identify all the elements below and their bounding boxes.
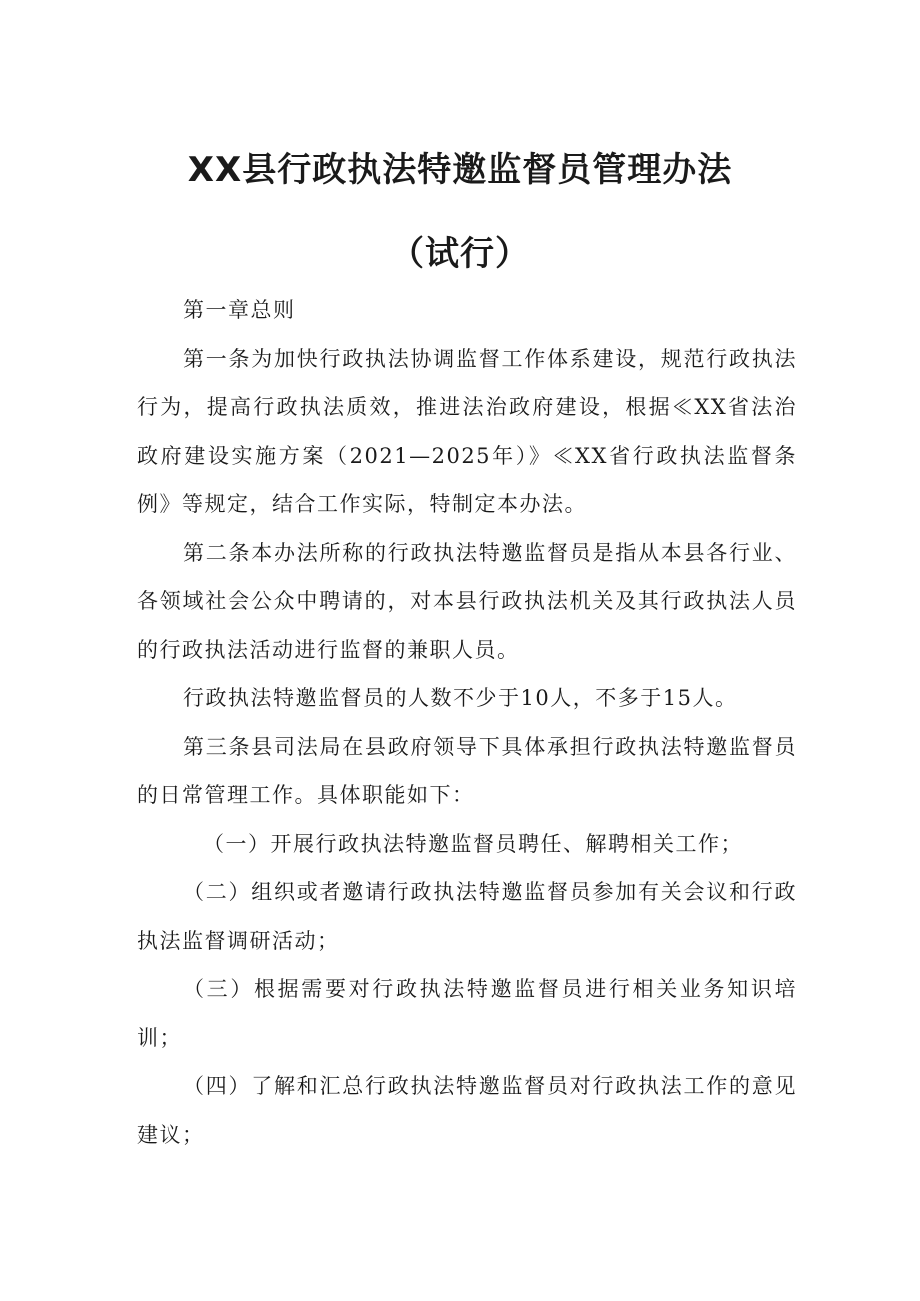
chapter-heading: 第一章总则 — [183, 298, 296, 322]
document-title: XX县行政执法特邀监督员管理办法 — [187, 150, 733, 190]
article-3-item-1: （一）开展行政执法特邀监督员聘任、解聘相关工作； — [203, 831, 743, 856]
document-body — [137, 286, 797, 1159]
article-3: 第三条县司法局在县政府领导下具体承担行政执法特邀监督员的日常管理工作。具体职能如下： — [137, 734, 797, 807]
article-3-item-3: （三）根据需要对行政执法特邀监督员进行相关业务知识培训； — [137, 977, 797, 1050]
article-2-quota: 行政执法特邀监督员的人数不少于10人，不多于15人。 — [183, 686, 738, 710]
article-1: 第一条为加快行政执法协调监督工作体系建设，规范行政执法行为，提高行政执法质效，推进法治政府建设，根据≪XX省法治政府建设实施方案（2021—2025年）》≪XX省行政执法监督条例》等规定，结合工作实际，特制定本办法。 — [137, 346, 797, 516]
document-subtitle: （试行） — [390, 234, 530, 274]
article-2: 第二条本办法所称的行政执法特邀监督员是指从本县各行业、各领域社会公众中聘请的，对本县行政执法机关及其行政执法人员的行政执法活动进行监督的兼职人员。 — [137, 540, 797, 662]
article-3-item-4: （四）了解和汇总行政执法特邀监督员对行政执法工作的意见建议； — [137, 1074, 797, 1147]
article-3-item-2: （二）组织或者邀请行政执法特邀监督员参加有关会议和行政执法监督调研活动； — [137, 880, 797, 953]
